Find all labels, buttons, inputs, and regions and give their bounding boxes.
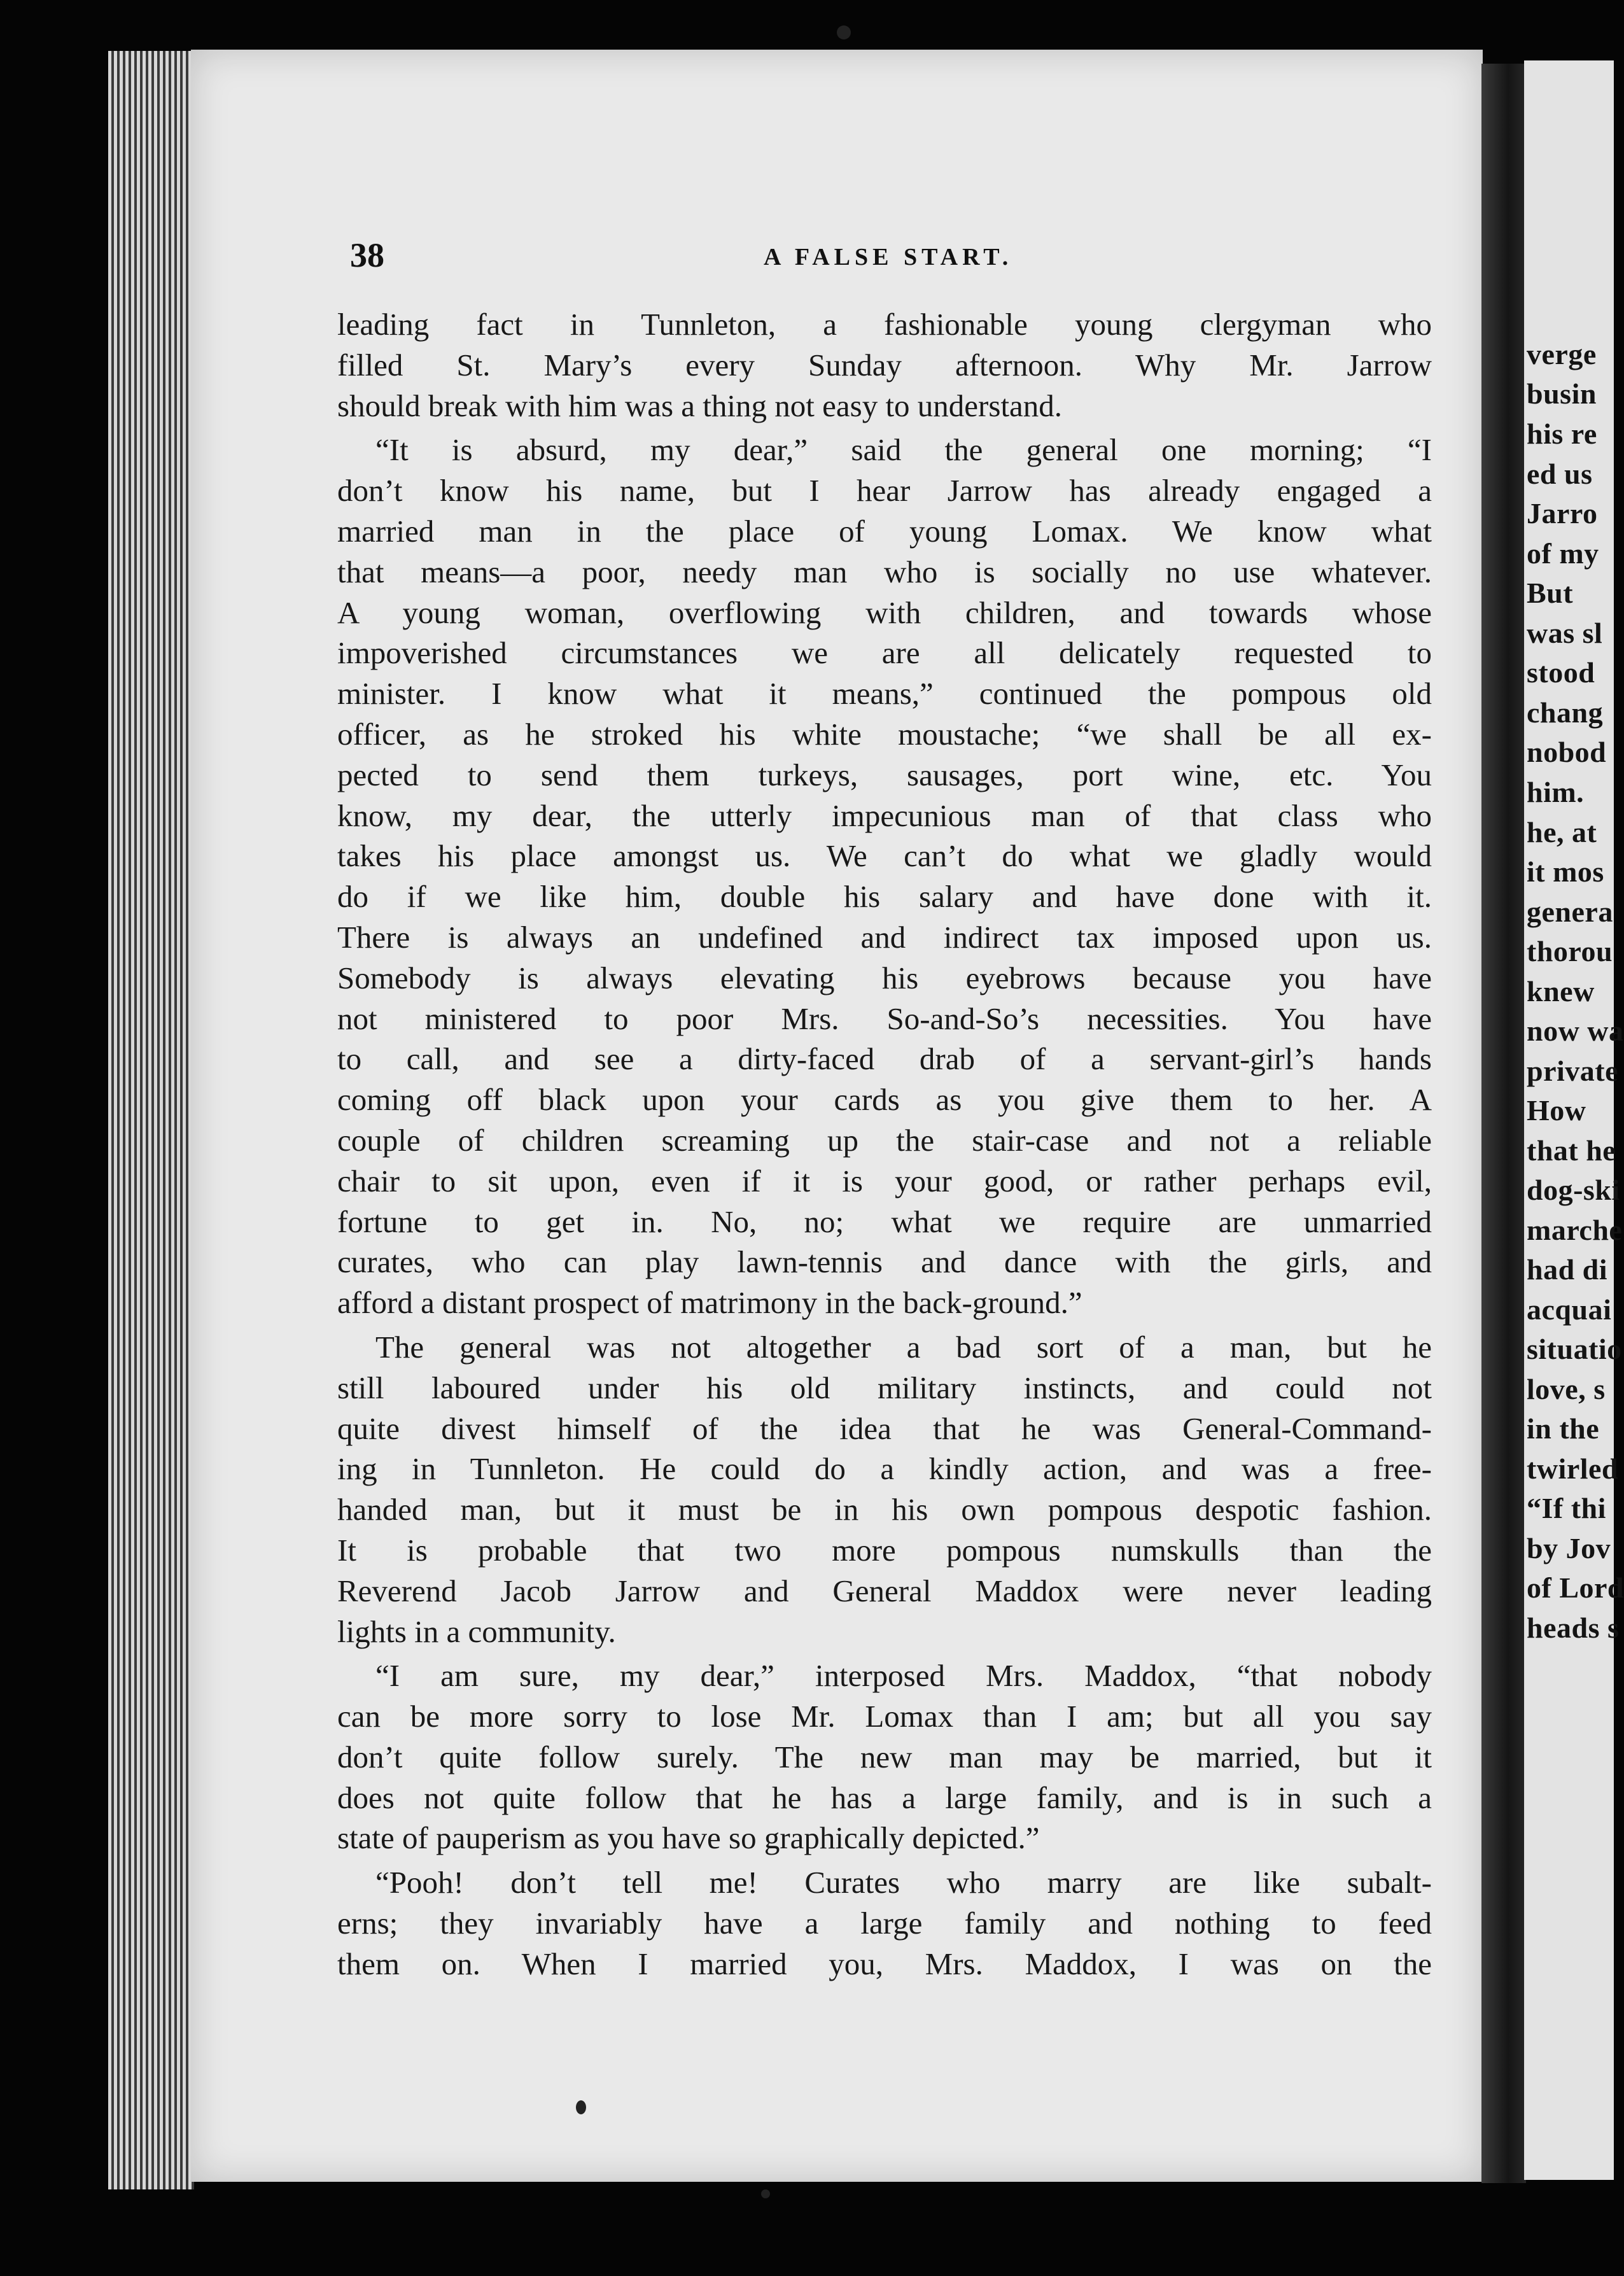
text-line: There is always an undefined and indirect tax imposed upon us. — [337, 919, 1432, 955]
facing-page-fragment: genera — [1527, 896, 1613, 928]
text-line: The general was not altogether a bad sort of a man, but he — [375, 1329, 1432, 1365]
page-header — [350, 235, 1432, 286]
text-line: leading fact in Tunnleton, a fashionable young clergyman who — [337, 307, 1432, 342]
facing-page-fragment: dog-ski — [1527, 1174, 1620, 1206]
text-line: married man in the place of young Lomax. We know what — [337, 513, 1432, 549]
facing-page-fragment: that he — [1527, 1134, 1616, 1167]
text-line: them on. When I married you, Mrs. Maddox, I was on the — [337, 1946, 1432, 1981]
body-text — [337, 304, 1432, 1984]
facing-page-fragment: heads s — [1527, 1612, 1620, 1644]
text-line: still laboured under his old military instincts, and could not — [337, 1370, 1432, 1405]
facing-page-fragment: by Jov — [1527, 1532, 1611, 1564]
text-line: takes his place amongst us. We can’t do what we gladly would — [337, 838, 1432, 874]
facing-page-fragment: had di — [1527, 1253, 1608, 1286]
facing-page-fragment: acquai — [1527, 1293, 1612, 1326]
facing-page-fragment: private — [1527, 1055, 1619, 1087]
facing-page-fragment: his re — [1527, 418, 1597, 450]
facing-page-fragment: chang — [1527, 696, 1604, 729]
text-line: erns; they invariably have a large family and nothing to feed — [337, 1906, 1432, 1941]
text-line: that means—a poor, needy man who is socially no use whatever. — [337, 554, 1432, 589]
facing-page-fragment: love, s — [1527, 1373, 1606, 1405]
facing-page-fragment: in the — [1527, 1412, 1600, 1445]
text-line: Somebody is always elevating his eyebrows because you have — [337, 960, 1432, 995]
text-line: couple of children screaming up the stair-case and not a reliable — [337, 1122, 1432, 1158]
facing-page-fragment: verge — [1527, 338, 1597, 370]
text-line: afford a distant prospect of matrimony in the back-ground.” — [337, 1285, 1082, 1321]
facing-page-fragment: twirled — [1527, 1452, 1619, 1485]
facing-page — [1524, 60, 1624, 2180]
text-line: does not quite follow that he has a large family, and is in such a — [337, 1780, 1432, 1815]
text-line: handed man, but it must be in his own pompous despotic fashion. — [337, 1492, 1432, 1528]
running-title: A FALSE START. — [764, 244, 1013, 270]
facing-page-fragment: But — [1527, 577, 1574, 609]
facing-page-fragment: nobod — [1527, 736, 1607, 768]
facing-page-fragment: now wa — [1527, 1015, 1624, 1047]
facing-page-fragment: of my — [1527, 537, 1599, 570]
facing-page-fragment: “If thi — [1527, 1492, 1606, 1524]
ink-speck — [837, 25, 851, 39]
facing-page-fragment: situatio — [1527, 1333, 1622, 1365]
text-line: minister. I know what it means,” continued the pompous old — [337, 676, 1432, 712]
facing-page-fragment: marche — [1527, 1214, 1623, 1246]
facing-page-fragment: was sl — [1527, 617, 1603, 649]
text-line: not ministered to poor Mrs. So-and-So’s necessities. You have — [337, 1001, 1432, 1036]
text-line: coming off black upon your cards as you give them to her. A — [337, 1082, 1432, 1118]
page-edges — [108, 51, 194, 2189]
text-line: ing in Tunnleton. He could do a kindly action, and was a free- — [337, 1451, 1432, 1487]
text-line: know, my dear, the utterly impecunious man of that class who — [337, 797, 1432, 833]
facing-page-fragment: it mos — [1527, 855, 1604, 888]
text-line: should break with him was a thing not easy to understand. — [337, 388, 1063, 423]
ink-speck — [576, 2100, 586, 2114]
ink-speck — [761, 2189, 770, 2198]
facing-page-fragment: of Lord — [1527, 1571, 1624, 1604]
text-line: A young woman, overflowing with children, and towards whose — [337, 594, 1432, 630]
text-line: impoverished circumstances we are all delicately requested to — [337, 635, 1432, 671]
text-line: fortune to get in. No, no; what we require are unmarried — [337, 1204, 1432, 1239]
text-line: lights in a community. — [337, 1613, 616, 1649]
facing-page-fragment: busin — [1527, 377, 1597, 410]
text-line: state of pauperism as you have so graphically depicted.” — [337, 1820, 1040, 1856]
facing-page-fragment: ed us — [1527, 458, 1593, 490]
text-line: quite divest himself of the idea that he was General-Command- — [337, 1410, 1432, 1446]
text-line: don’t quite follow surely. The new man may be married, but it — [337, 1739, 1432, 1774]
text-line: curates, who can play lawn-tennis and dance with the girls, and — [337, 1244, 1432, 1280]
text-line: can be more sorry to lose Mr. Lomax than I am; but all you say — [337, 1699, 1432, 1734]
text-line: pected to send them turkeys, sausages, port wine, etc. You — [337, 757, 1432, 792]
facing-page-fragment: stood — [1527, 656, 1595, 689]
text-line: “It is absurd, my dear,” said the general one morning; “I — [375, 432, 1432, 468]
text-line: It is probable that two more pompous numskulls than the — [337, 1532, 1432, 1568]
text-line: Reverend Jacob Jarrow and General Maddox were never leading — [337, 1573, 1432, 1608]
text-line: officer, as he stroked his white moustache; “we shall be all ex- — [337, 716, 1432, 752]
text-line: chair to sit upon, even if it is your good, or rather perhaps evil, — [337, 1163, 1432, 1198]
book-gutter — [1481, 64, 1526, 2183]
text-line: don’t know his name, but I hear Jarrow has already engaged a — [337, 473, 1432, 509]
facing-page-fragment: thorou — [1527, 935, 1613, 967]
text-line: do if we like him, double his salary and have done with it. — [337, 879, 1432, 915]
text-line: “I am sure, my dear,” interposed Mrs. Maddox, “that nobody — [375, 1658, 1432, 1694]
page-number: 38 — [350, 236, 384, 274]
facing-page-fragment: knew — [1527, 975, 1595, 1008]
facing-page-fragment: How — [1527, 1094, 1586, 1127]
facing-page-fragment: he, at — [1527, 816, 1597, 848]
text-line: “Pooh! don’t tell me! Curates who marry are like subalt- — [375, 1865, 1432, 1900]
text-line: to call, and see a dirty-faced drab of a servant-girl’s hands — [337, 1041, 1432, 1077]
text-line: filled St. Mary’s every Sunday afternoon. Why Mr. Jarrow — [337, 347, 1432, 383]
facing-page-fragment: Jarro — [1527, 497, 1598, 530]
facing-page-fragment: him. — [1527, 776, 1585, 808]
